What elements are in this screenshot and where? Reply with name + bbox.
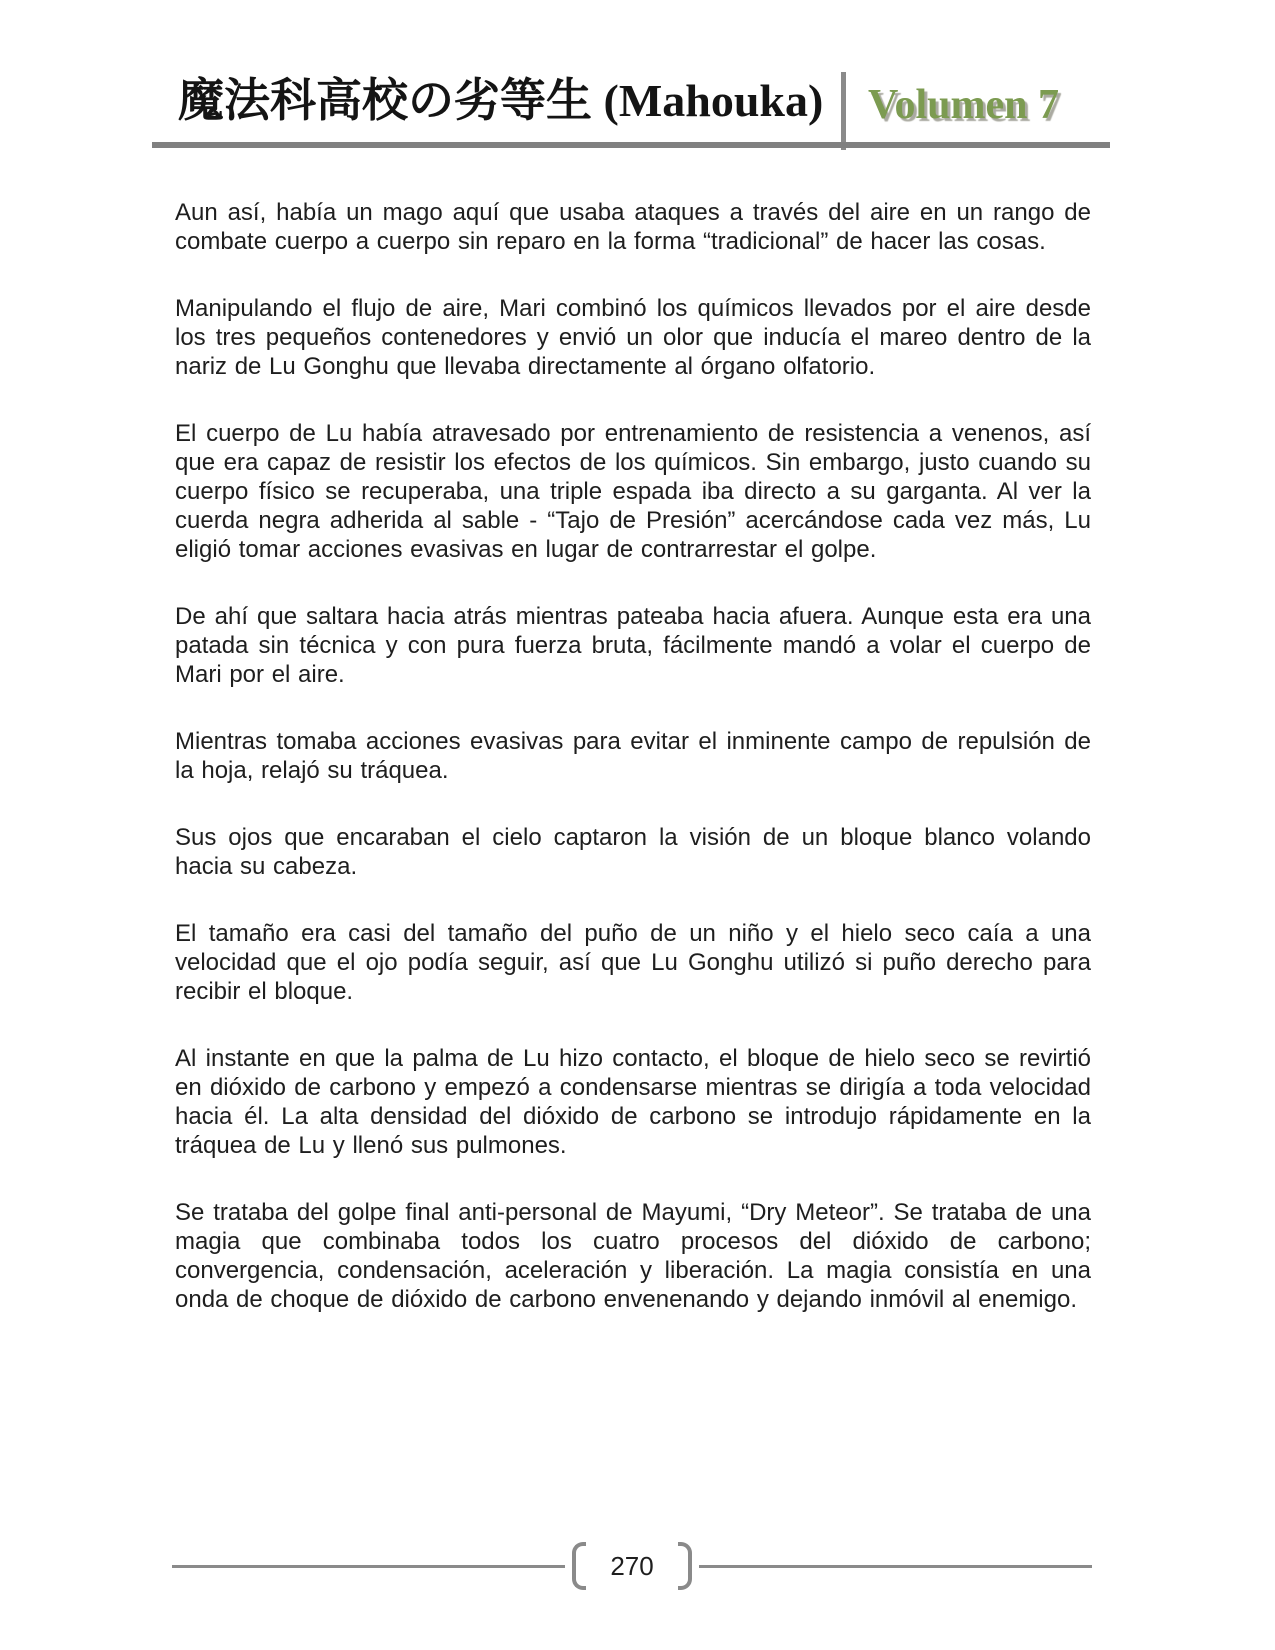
volume-label: Volumen 7 — [868, 82, 1059, 128]
paragraph: El tamaño era casi del tamaño del puño de un niño y el hielo seco caía a una velocidad que el ojo podía seguir, así que Lu Gonghu utilizó si puño derecho para recibir el bloque. — [175, 920, 1091, 1005]
paragraph: De ahí que saltara hacia atrás mientras pateaba hacia afuera. Aunque esta era una patada sin técnica y con pura fuerza bruta, fácilmente mandó a volar el cuerpo de Mari por el aire. — [175, 603, 1091, 688]
paragraph: El cuerpo de Lu había atravesado por entrenamiento de resistencia a venenos, así que era capaz de resistir los efectos de los químicos. Sin embargo, justo cuando su cuerpo físico se recuperaba, una triple espada iba directo a su garganta. Al ver la cuerda negra adherida al sable - “Tajo de Presión” acercándose cada vez más, Lu eligió tomar acciones evasivas en lugar de contrarrestar el golpe. — [175, 420, 1091, 563]
paragraph: Manipulando el flujo de aire, Mari combinó los químicos llevados por el aire desde los tres pequeños contenedores y envió un olor que inducía el mareo dentro de la nariz de Lu Gonghu que llevaba directamente al órgano olfatorio. — [175, 295, 1091, 380]
page-number-bracket-left — [572, 1542, 586, 1590]
series-title: 魔法科高校の劣等生 (Mahouka) — [178, 75, 824, 126]
footer-line-right — [699, 1565, 1092, 1568]
body-text — [175, 198, 1091, 1352]
header-rule — [152, 142, 1110, 148]
page-footer — [172, 1541, 1092, 1591]
paragraph: Mientras tomaba acciones evasivas para evitar el inminente campo de repulsión de la hoja, relajó su tráquea. — [175, 728, 1091, 784]
page-number: 270 — [610, 1551, 654, 1581]
footer-line-left — [172, 1565, 565, 1568]
page-number-bracket-right — [678, 1542, 692, 1590]
header-divider — [841, 72, 846, 150]
paragraph: Se trataba del golpe final anti-personal de Mayumi, “Dry Meteor”. Se trataba de una magia que combinaba todos los cuatro procesos del dióxido de carbono; convergencia, condensación, aceleración y liberación. La magia consistía en una onda de choque de dióxido de carbono envenenando y dejando inmóvil al enemigo. — [175, 1199, 1091, 1313]
paragraph: Aun así, había un mago aquí que usaba ataques a través del aire en un rango de combate cuerpo a cuerpo sin reparo en la forma “tradicional” de hacer las cosas. — [175, 199, 1091, 255]
paragraph: Al instante en que la palma de Lu hizo contacto, el bloque de hielo seco se revirtió en dióxido de carbono y empezó a condensarse mientras se dirigía a toda velocidad hacia él. La alta densidad del dióxido de carbono se introdujo rápidamente en la tráquea de Lu y llenó sus pulmones. — [175, 1045, 1091, 1159]
paragraph: Sus ojos que encaraban el cielo captaron la visión de un bloque blanco volando hacia su cabeza. — [175, 824, 1091, 880]
